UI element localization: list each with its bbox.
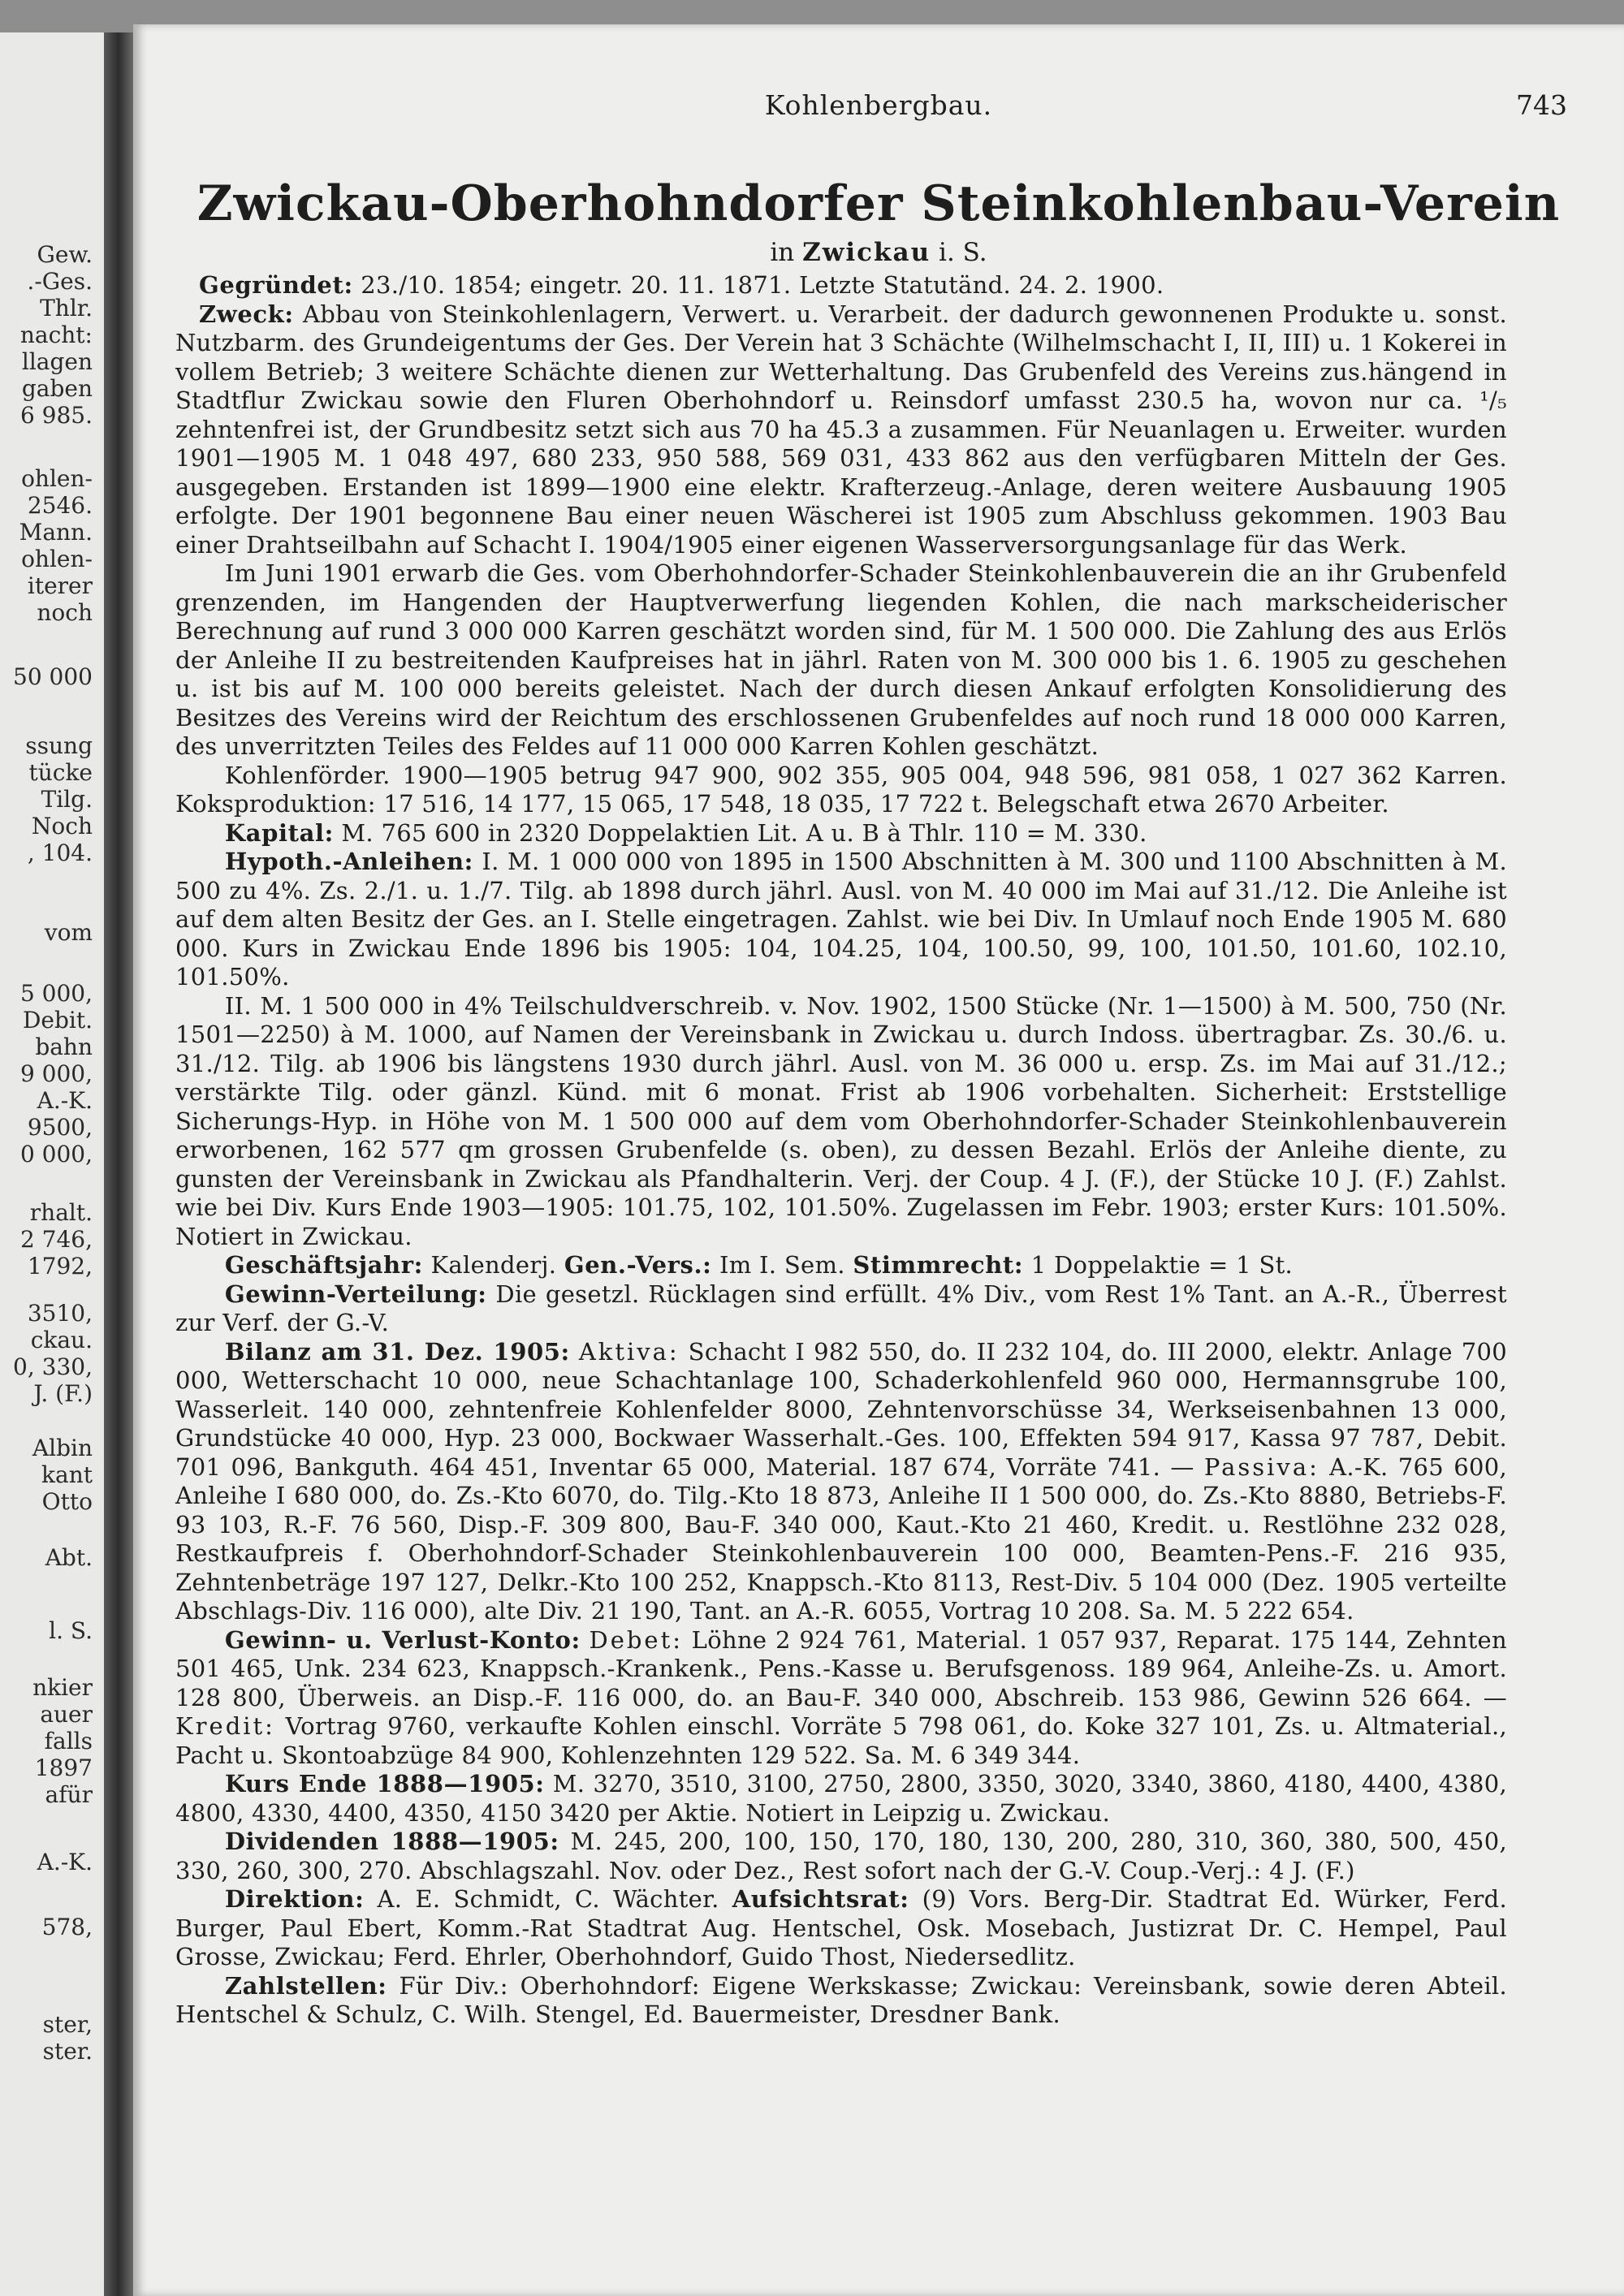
left-page-text-fragment: iterer: [27, 572, 93, 599]
left-page-text-fragment: bahn: [35, 1034, 93, 1060]
left-page-text-fragment: gaben: [21, 375, 93, 402]
section-label: Zahlstellen:: [224, 1971, 387, 2000]
subsection-label: Aktiva:: [578, 1337, 680, 1366]
left-page-text-fragment: 1792,: [27, 1253, 93, 1280]
left-page-text-fragment: 2 746,: [19, 1226, 93, 1253]
left-page-text-fragment: nkier: [32, 1674, 93, 1701]
paragraph-text: A. E. Schmidt, C. Wächter.: [364, 1885, 732, 1913]
paragraph-text: [570, 1338, 579, 1366]
subsection-label: Passiva:: [1203, 1452, 1320, 1481]
left-page-text-fragment: ohlen-: [21, 465, 93, 492]
left-page-text-fragment: ckau.: [30, 1327, 93, 1353]
location-suffix: i. S.: [939, 238, 987, 267]
paragraph-text: 1 Doppelaktie = 1 St.: [1023, 1251, 1294, 1279]
paragraph-text: Im I. Sem.: [711, 1251, 853, 1279]
article-paragraph: [175, 559, 1507, 762]
article-paragraph: [175, 992, 1507, 1252]
left-page-text-fragment: ssung: [25, 732, 93, 759]
left-page-text-fragment: 9 000,: [19, 1060, 93, 1087]
left-page-text-fragment: llagen: [21, 348, 93, 375]
page-header: [133, 89, 1624, 130]
section-label: Gewinn- u. Verlust-Konto:: [224, 1625, 581, 1654]
section-label: Gen.-Vers.:: [564, 1251, 712, 1279]
left-page-text-fragment: afür: [45, 1781, 93, 1808]
section-label: Bilanz am 31. Dez. 1905:: [224, 1337, 570, 1366]
paragraph-text: [581, 1626, 590, 1654]
left-page-text-fragment: Gew.: [37, 241, 93, 268]
left-page-text-fragment: Thlr.: [40, 295, 93, 322]
section-label: Zweck:: [199, 300, 294, 328]
section-label: Gewinn-Verteilung:: [224, 1280, 487, 1308]
article-paragraph: [175, 848, 1507, 992]
left-page-text-fragment: Noch: [31, 813, 93, 839]
article-paragraph: [175, 1770, 1507, 1828]
left-page-text-fragment: falls: [44, 1728, 93, 1754]
article-location: [133, 238, 1624, 267]
paragraph-text: Kalenderj.: [422, 1251, 564, 1279]
location-prefix: in: [770, 238, 795, 267]
paragraph-text: Die gesetzl. Rücklagen sind erfüllt. 4% Div., vom Rest 1% Tant. an A.-R., Überrest zur Verf. der G.-V.: [175, 1280, 1507, 1336]
article-paragraph: [175, 1885, 1507, 1972]
left-page-text-fragment: ster.: [42, 2038, 93, 2065]
paragraph-text: Kohlenförder. 1900—1905 betrug 947 900, 902 355, 905 004, 948 596, 981 058, 1 027 362 Karren. Koksproduktion: 17 516, 14 177, 15 065, 17 548, 18 035, 17 722 t. Belegschaft etwa 2670 Arbeiter.: [175, 761, 1507, 818]
article-paragraph: [175, 1828, 1507, 1885]
article-paragraph: [175, 1280, 1507, 1338]
left-page-text-fragment: 9500,: [27, 1114, 93, 1141]
paragraph-text: Im Juni 1901 erwarb die Ges. vom Oberhohndorfer-Schader Steinkohlenbauverein die an ihr Grubenfeld grenzenden, im Hangenden der Hauptverwerfung liegenden Kohlen, die nach markscheiderischer Berechnung auf rund 3 000 000 Karren geschätzt worden sind, für M. 1 500 000. Die Zahlung des aus Erlös der Anleihe II zu bestreitenden Kaufpreises hat in jährl. Raten von M. 300 000 bis 1. 6. 1905 zu geschehen u. ist bis auf M. 100 000 bereits geleistet. Nach der durch diesen Ankauf erfolgten Konsolidierung des Besitzes des Vereins wird der Reichtum des erschlossenen Grubenfeldes auf noch rund 18 000 000 Karren, des unverritzten Teiles des Feldes auf 11 000 000 Karren Kohlen geschätzt.: [175, 559, 1507, 760]
left-page-text-fragment: 2546.: [27, 492, 93, 519]
section-label: Stimmrecht:: [853, 1251, 1024, 1279]
article-paragraph: [175, 1338, 1507, 1626]
left-page-text-fragment: Abt.: [45, 1544, 93, 1571]
article-paragraph: [175, 300, 1507, 560]
left-page-text-fragment: ster,: [42, 2011, 93, 2038]
left-page-text-fragment: ohlen-: [21, 546, 93, 572]
left-page-text-fragment: noch: [37, 599, 93, 626]
article-title: Zwickau-Oberhohndorfer Steinkohlenbau-Verein: [197, 175, 1561, 232]
left-page-text-fragment: 1897: [34, 1754, 93, 1781]
left-page-text-fragment: tücke: [28, 759, 93, 786]
paragraph-text: Schacht I 982 550, do. II 232 104, do. III 2000, elektr. Anlage 700 000, Wetterschacht 10 000, neue Schachtanlage 100, Schaderkohlenfeld 960 000, Hermannsgrube 100, Wasserleit. 140 000, zehntenfreie Kohlenfelder 8000, Zehntenvorschüsse 34, Werkseisenbahnen 13 000, Grundstücke 40 000, Hyp. 23 000, Bockwaer Wasserhalt.-Ges. 100, Effekten 594 917, Kassa 97 787, Debit. 701 096, Bankguth. 464 451, Inventar 65 000, Material. 187 674, Vorräte 741. —: [175, 1337, 1508, 1481]
article-paragraph: [175, 819, 1507, 848]
left-page-text-fragment: Otto: [41, 1488, 93, 1515]
section-label: Kurs Ende 1888—1905:: [224, 1770, 545, 1798]
left-page-text-fragment: .-Ges.: [27, 268, 93, 295]
location-city: Zwickau: [802, 238, 931, 267]
left-page-text-fragment: 5 000,: [19, 980, 93, 1007]
left-page-text-fragment: Albin: [32, 1435, 93, 1461]
article-body: [175, 271, 1507, 2030]
paragraph-text: Für Div.: Oberhohndorf: Eigene Werkskasse; Zwickau: Vereinsbank, sowie deren Abteil. Hentschel & Schulz, C. Wilh. Stengel, Ed. Bauermeister, Dresdner Bank.: [175, 1971, 1507, 2028]
paragraph-text: M. 765 600 in 2320 Doppelaktien Lit. A u. B à Thlr. 110 = M. 330.: [333, 818, 1147, 847]
paragraph-text: Löhne 2 924 761, Material. 1 057 937, Reparat. 175 144, Zehnten 501 465, Unk. 234 623, Knappsch.-Krankenk., Pens.-Kasse u. Berufsgenoss. 189 964, Anleihe-Zs. u. Amort. 128 800, Überweis. an Disp.-F. 116 000, do. an Bau-F. 340 000, Abschreib. 153 986, Gewinn 526 664. —: [175, 1625, 1507, 1711]
main-page: [133, 24, 1624, 2296]
paragraph-text: 23./10. 1854; eingetr. 20. 11. 1871. Letzte Statutänd. 24. 2. 1900.: [352, 271, 1164, 299]
section-label: Gegründet:: [199, 271, 353, 299]
paragraph-text: M. 3270, 3510, 3100, 2750, 2800, 3350, 3020, 3340, 3860, 4180, 4400, 4380, 4800, 4330, 4400, 4350, 4150 3420 per Aktie. Notiert in Leipzig u. Zwickau.: [175, 1770, 1507, 1827]
paragraph-text: (9) Vors. Berg-Dir. Stadtrat Ed. Würker, Ferd. Burger, Paul Ebert, Komm.-Rat Stadtrat Aug. Hentschel, Osk. Mosebach, Justizrat Dr. C. Hempel, Paul Grosse, Zwickau; Ferd. Ehrler, Oberhohndorf, Guido Thost, Niedersedlitz.: [175, 1885, 1507, 1970]
left-page-text-fragment: Tilg.: [41, 786, 93, 813]
subsection-label: Kredit:: [175, 1712, 275, 1740]
paragraph-text: Vortrag 9760, verkaufte Kohlen einschl. Vorräte 5 798 061, do. Koke 327 101, Zs. u. Altmaterial., Pacht u. Skontoabzüge 84 900, Kohlenzehnten 129 522. Sa. M. 6 349 344.: [175, 1712, 1507, 1769]
section-label: Hypoth.-Anleihen:: [224, 848, 473, 875]
paragraph-text: Abbau von Steinkohlenlagern, Verwert. u. Verarbeit. der dadurch gewonnenen Produkte u. sonst. Nutzbarm. des Grundeigentums der Ges. Der Verein hat 3 Schächte (Wilhelmschacht I, II, III) u. 1 Kokerei in vollem Betrieb; 3 weitere Schächte dienen zur Wetterhaltung. Das Grubenfeld des Vereins zus.hängend in Stadtflur Zwickau sowie den Fluren Oberhohndorf u. Reinsdorf umfasst 230.5 ha, wovon nur ca. ¹/₅ zehntenfrei ist, der Grundbesitz setzt sich aus 70 ha 45.3 a zusammen. Für Neuanlagen u. Erweiter. wurden 1901—1905 M. 1 048 497, 680 233, 950 588, 569 031, 433 862 aus den verfügbaren Mitteln der Ges. ausgegeben. Erstanden ist 1899—1900 eine elektr. Krafterzeug.-Anlage, deren weitere Ausbauung 1905 erfolgte. Der 1901 begonnene Bau einer neuen Wäscherei ist 1905 zum Abschluss gekommen. 1903 Bau einer Drahtseilbahn auf Schacht I. 1904/1905 einer eigenen Wasserversorgungsanlage für das Werk.: [175, 300, 1507, 559]
left-page-text-fragment: kant: [41, 1461, 93, 1488]
left-page-text-fragment: A.-K.: [37, 1849, 93, 1875]
paragraph-text: II. M. 1 500 000 in 4% Teilschuldverschreib. v. Nov. 1902, 1500 Stücke (Nr. 1—1500) à M. 500, 750 (Nr. 1501—2250) à M. 1000, auf Namen der Vereinsbank in Zwickau u. durch Indoss. übertragbar. Zs. 30./6. u. 31./12. Tilg. ab 1906 bis längstens 1930 durch jährl. Ausl. von M. 36 000 u. ersp. Zs. im Mai auf 31./12.; verstärkte Tilg. oder gänzl. Künd. mit 6 monat. Frist ab 1906 vorbehalten. Sicherheit: Erststellige Sicherungs-Hyp. in Höhe von M. 1 500 000 auf dem vom Oberhohndorfer-Schader Steinkohlenbauverein erworbenen, 162 577 qm grossen Grubenfelde (s. oben), zu dessen Bezahl. Erlös der Anleihe diente, zu gunsten der Vereinsbank in Zwickau als Pfandhalterin. Verj. der Coup. 4 J. (F.), der Stücke 10 J. (F.) Zahlst. wie bei Div. Kurs Ende 1903—1905: 101.75, 102, 101.50%. Zugelassen im Febr. 1903; erster Kurs: 101.50%. Notiert in Zwickau.: [175, 991, 1507, 1250]
paragraph-text: M. 245, 200, 100, 150, 170, 180, 130, 200, 280, 310, 360, 380, 500, 450, 330, 260, 300, 270. Abschlagszahl. Nov. oder Dez., Rest sofort nach der G.-V. Coup.-Verj.: 4 J. (F.): [175, 1828, 1508, 1884]
page-number: 743: [1516, 89, 1567, 121]
section-label: Kapital:: [224, 818, 334, 847]
left-page-fragment: [0, 32, 104, 2296]
left-page-text-fragment: Mann.: [19, 519, 93, 546]
left-page-text-fragment: 50 000: [13, 663, 93, 690]
running-head: Kohlenbergbau.: [764, 89, 993, 121]
article-paragraph: [175, 1972, 1507, 2030]
left-page-text-fragment: nacht:: [19, 322, 93, 348]
left-page-text-fragment: A.-K.: [37, 1087, 93, 1114]
article-paragraph: [175, 1626, 1507, 1771]
article-paragraph: [175, 271, 1507, 300]
left-page-text-fragment: J. (F.): [33, 1380, 93, 1407]
left-page-text-fragment: 0 000,: [19, 1141, 93, 1167]
left-page-text-fragment: 0, 330,: [13, 1353, 93, 1380]
paragraph-text: A.-K. 765 600, Anleihe I 680 000, do. Zs.-Kto 6070, do. Tilg.-Kto 18 873, Anleihe II 1 500 000, do. Zs.-Kto 8880, Betriebs-F. 93 103, R.-F. 76 560, Disp.-F. 309 800, Bau-F. 340 000, Kaut.-Kto 21 460, Kredit. u. Restlöhne 232 028, Restkaufpreis f. Oberhohndorf-Schader Steinkohlenbauverein 100 000, Beamten-Pens.-F. 216 935, Zehntenbeträge 197 127, Delkr.-Kto 100 252, Knappsch.-Kto 8113, Rest-Div. 5 104 000 (Dez. 1905 verteilte Abschlags-Div. 116 000), alte Div. 21 190, Tant. an A.-R. 6055, Vortrag 10 208. Sa. M. 5 222 654.: [175, 1452, 1507, 1625]
left-page-text-fragment: , 104.: [27, 839, 93, 866]
subsection-label: Debet:: [589, 1625, 684, 1654]
left-page-text-fragment: 6 985.: [19, 402, 93, 429]
book-gutter: [104, 32, 133, 2296]
article-paragraph: [175, 1251, 1507, 1280]
article-paragraph: [175, 762, 1507, 819]
left-page-text-fragment: auer: [40, 1701, 93, 1728]
section-label: Aufsichtsrat:: [732, 1885, 909, 1913]
section-label: Dividenden 1888—1905:: [224, 1828, 559, 1855]
left-page-text-fragment: 578,: [41, 1914, 93, 1940]
left-page-text-fragment: rhalt.: [29, 1199, 93, 1226]
paragraph-text: I. M. 1 000 000 von 1895 in 1500 Abschnitten à M. 300 und 1100 Abschnitten à M. 500 zu 4%. Zs. 2./1. u. 1./7. Tilg. ab 1898 durch jährl. Ausl. von M. 40 000 im Mai auf 31./12. Die Anleihe ist auf dem alten Besitz der Ges. an I. Stelle eingetragen. Zahlst. wie bei Div. In Umlauf noch Ende 1905 M. 680 000. Kurs in Zwickau Ende 1896 bis 1905: 104, 104.25, 104, 100.50, 99, 100, 101.50, 101.60, 102.10, 101.50%.: [175, 848, 1507, 990]
left-page-text-fragment: 3510,: [27, 1300, 93, 1327]
section-label: Geschäftsjahr:: [224, 1251, 423, 1279]
left-page-text-fragment: l. S.: [49, 1617, 93, 1644]
section-label: Direktion:: [224, 1885, 365, 1913]
left-page-text-fragment: Debit.: [22, 1007, 93, 1034]
left-page-text-fragment: vom: [44, 919, 93, 946]
